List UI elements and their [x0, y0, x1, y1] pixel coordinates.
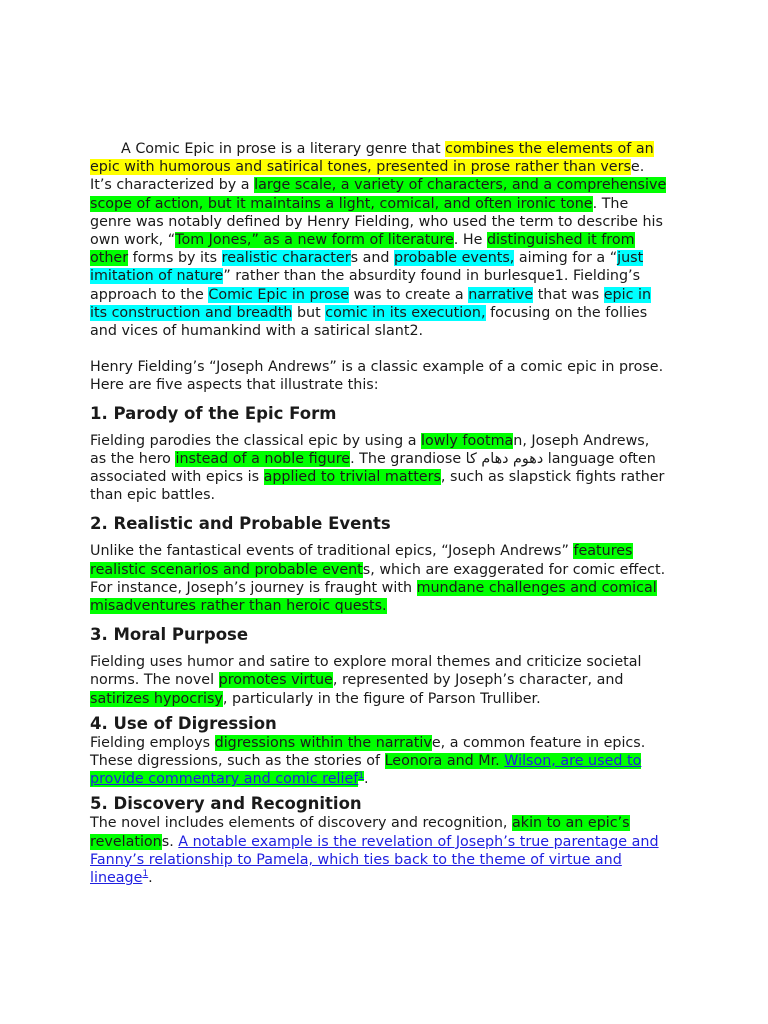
footnote-marker[interactable]: 1 [142, 869, 149, 880]
highlight-green: distinguished it from other [90, 232, 635, 267]
text-run: Fielding uses humor and satire to explore moral themes and criticize societal norms. The novel [90, 654, 642, 689]
section-4-paragraph [90, 734, 670, 789]
intro-paragraph [90, 140, 670, 340]
text-run: n, Joseph Andrews, as the hero [90, 432, 650, 467]
section-3-paragraph [90, 653, 670, 708]
highlight-green: large scale, a variety of characters, and a comprehensive scope of action, but it maintains a light, comical, and often ironic tone [90, 177, 667, 212]
text-run: . He [453, 232, 487, 249]
text-run: Fielding parodies the classical epic by using a [90, 432, 422, 449]
highlight-cyan: realistic character [221, 250, 351, 267]
highlight-green: promotes virtue [218, 672, 333, 689]
text-run: focusing on the follies and vices of humankind with a satirical slant2. [90, 304, 648, 340]
document-body [90, 140, 670, 887]
text-run: s and [350, 250, 395, 267]
lead-paragraph: Henry Fielding’s “Joseph Andrews” is a classic example of a comic epic in prose. Here are five aspects that illustrate this: [90, 359, 664, 394]
section-4-heading: 4. Use of Digression [90, 713, 277, 733]
text-run: s. [161, 833, 179, 850]
section-5-heading: 5. Discovery and Recognition [90, 794, 362, 814]
highlight-green: akin to an epic’s revelation [90, 815, 630, 850]
text-run: , represented by Joseph’s character, and [332, 672, 624, 689]
text-run: e. It’s characterized by a [90, 159, 645, 194]
highlight-green: Tom Jones,” as a new form of literature [175, 232, 454, 249]
section-1-heading: 1. Parody of the Epic Form [90, 403, 337, 423]
urdu-phrase: دھوم دھام کا [465, 450, 544, 467]
section-5-paragraph [90, 814, 670, 887]
footnote-link[interactable]: Wilson, are used to provide commentary and comic relief [90, 753, 642, 788]
text-run: A Comic Epic in prose is a literary genre that [121, 141, 446, 157]
highlight-cyan: epic in its construction and breadth [90, 286, 652, 321]
highlight-green: instead of a noble figure [175, 450, 351, 467]
highlight-green: features realistic scenarios and probable event [90, 543, 633, 578]
text-run: aiming for a “ [514, 250, 618, 267]
highlight-cyan: probable events, [394, 250, 515, 267]
text-run: s, which are exaggerated for comic effect. For instance, Joseph’s journey is fraught with [90, 561, 666, 596]
highlight-yellow: combines the elements of an epic with humorous and satirical tones, presented in prose rather than vers [90, 141, 654, 176]
highlight-green: Leonora and Mr. [384, 753, 505, 770]
text-run: language often associated with epics is [90, 450, 656, 486]
text-run: Fielding employs [90, 734, 215, 751]
text-run: that was [533, 286, 604, 303]
highlight-cyan: narrative [468, 286, 534, 303]
text-run: but [292, 304, 326, 321]
highlight-green: satirizes hypocrisy [90, 690, 223, 707]
section-2-heading: 2. Realistic and Probable Events [90, 514, 391, 534]
section-2-paragraph [90, 542, 670, 615]
footnote-marker[interactable]: 1 [358, 770, 365, 781]
highlight-cyan: Comic Epic in prose [208, 286, 350, 303]
text-run: forms by its [128, 250, 222, 267]
text-run: Unlike the fantastical events of traditional epics, “Joseph Andrews” [90, 543, 574, 560]
text-run: . The grandiose [350, 450, 466, 467]
highlight-green: applied to trivial matters [263, 469, 441, 486]
highlight-green: lowly footma [421, 432, 514, 449]
text-run: The novel includes elements of discovery and recognition, [90, 815, 513, 832]
section-3-heading: 3. Moral Purpose [90, 625, 249, 645]
text-run: was to create a [349, 286, 469, 303]
text-run: ” rather than the absurdity found in burlesque1. Fielding’s approach to the [90, 268, 641, 303]
text-run: . The genre was notably defined by Henry Fielding, who used the term to describe his own work, “ [90, 195, 663, 249]
text-run: . [364, 771, 369, 788]
highlight-cyan: just imitation of nature [90, 250, 644, 285]
text-run: , particularly in the figure of Parson Trulliber. [222, 690, 541, 707]
text-run: , such as slapstick fights rather than epic battles. [90, 469, 665, 504]
highlight-cyan: comic in its execution, [325, 304, 486, 321]
highlight-green: digressions within the narrativ [214, 734, 432, 751]
highlight-green: mundane challenges and comical misadventures rather than heroic quests. [90, 579, 657, 615]
text-run: e, a common feature in epics. These digressions, such as the stories of [90, 734, 646, 770]
text-run: . [148, 870, 153, 887]
footnote-link[interactable]: A notable example is the revelation of Joseph’s true parentage and Fanny’s relationship to Pamela, which ties back to the theme of virtue and lineage [90, 833, 659, 887]
section-1-paragraph [90, 432, 670, 505]
